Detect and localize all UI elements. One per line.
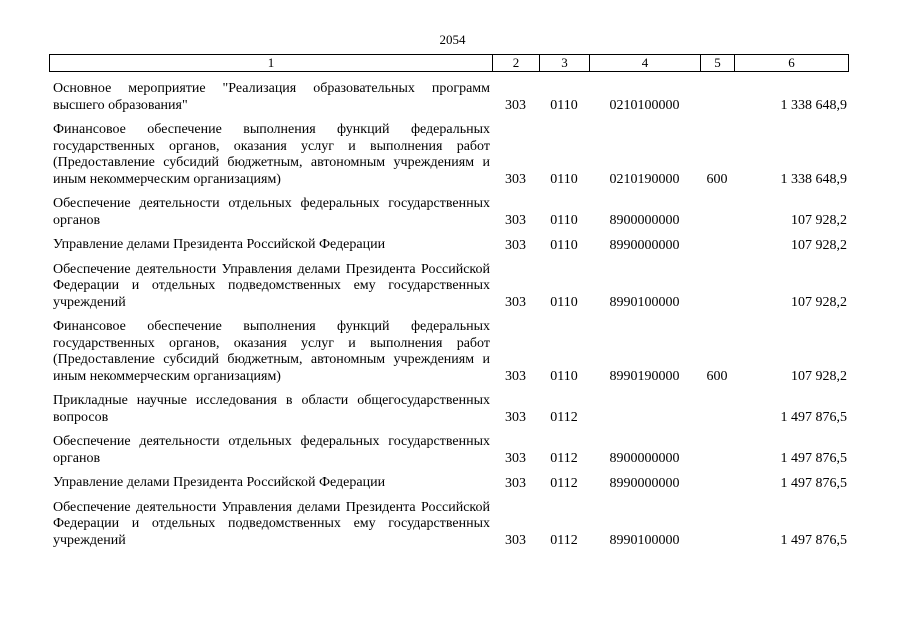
row-description: Обеспечение деятельности отдельных федеральных государственных органов bbox=[53, 434, 490, 466]
table-row bbox=[49, 81, 848, 114]
table-row bbox=[49, 319, 848, 385]
row-col-4: 0210100000 bbox=[609, 98, 680, 113]
row-amount: 1 338 648,9 bbox=[780, 172, 847, 187]
row-description: Обеспечение деятельности Управления делами Президента Российской Федерации и отдельных подведомственных ему государственных учреждений bbox=[53, 499, 490, 548]
header-col-5: 5 bbox=[701, 55, 735, 72]
row-col-2: 303 bbox=[505, 451, 526, 466]
row-col-2: 303 bbox=[505, 533, 526, 548]
row-amount: 107 928,2 bbox=[791, 369, 847, 384]
table-row bbox=[49, 500, 848, 550]
header-col-2: 2 bbox=[493, 55, 540, 72]
row-amount: 1 497 876,5 bbox=[780, 410, 847, 425]
row-description: Финансовое обеспечение выполнения функций федеральных государственных органов, оказания услуг и выполнения работ (Предоставление субсидий бюджетным, автономным учреждениям и иным некоммерческим организациям) bbox=[53, 122, 490, 187]
row-col-4: 8990100000 bbox=[609, 533, 680, 548]
row-description: Управление делами Президента Российской Федерации bbox=[53, 475, 386, 490]
row-col-4: 8900000000 bbox=[609, 213, 680, 228]
row-col-4: 8990000000 bbox=[609, 237, 680, 253]
row-col-4: 0210190000 bbox=[609, 172, 680, 187]
row-description: Обеспечение деятельности отдельных федеральных государственных органов bbox=[53, 196, 490, 228]
page-number: 2054 bbox=[439, 32, 466, 47]
row-col-2: 303 bbox=[505, 410, 526, 425]
table-row bbox=[49, 237, 848, 254]
header-col-1: 1 bbox=[50, 55, 493, 72]
row-col-2: 303 bbox=[505, 295, 526, 310]
row-amount: 1 497 876,5 bbox=[780, 451, 847, 466]
row-col-3: 0110 bbox=[550, 369, 578, 384]
row-col-2: 303 bbox=[505, 213, 526, 228]
row-description: Обеспечение деятельности Управления делами Президента Российской Федерации и отдельных подведомственных ему государственных учреждений bbox=[53, 261, 490, 310]
row-col-4: 8990000000 bbox=[609, 475, 680, 491]
row-col-2: 303 bbox=[505, 369, 526, 384]
row-amount: 107 928,2 bbox=[791, 295, 847, 310]
row-amount: 107 928,2 bbox=[791, 237, 847, 253]
row-col-3: 0110 bbox=[550, 237, 578, 253]
row-amount: 1 497 876,5 bbox=[780, 533, 847, 548]
row-amount: 1 338 648,9 bbox=[780, 98, 847, 113]
header-col-4: 4 bbox=[590, 55, 701, 72]
row-description: Финансовое обеспечение выполнения функций федеральных государственных органов, оказания услуг и выполнения работ (Предоставление субсидий бюджетным, автономным учреждениям и иным некоммерческим организациям) bbox=[53, 319, 490, 384]
row-col-3: 0110 bbox=[550, 172, 578, 187]
table-row bbox=[49, 434, 848, 467]
row-col-4: 8900000000 bbox=[609, 451, 680, 466]
row-amount: 107 928,2 bbox=[791, 213, 847, 228]
row-col-5: 600 bbox=[706, 172, 728, 187]
row-col-4: 8990190000 bbox=[609, 369, 680, 384]
table-header bbox=[49, 54, 849, 72]
row-col-2: 303 bbox=[505, 475, 526, 491]
row-amount: 1 497 876,5 bbox=[780, 475, 847, 491]
row-col-3: 0112 bbox=[550, 410, 578, 425]
row-description: Основное мероприятие "Реализация образовательных программ высшего образования" bbox=[53, 81, 490, 113]
table-row bbox=[49, 122, 848, 188]
table-row bbox=[49, 262, 848, 312]
table-row bbox=[49, 475, 848, 492]
row-col-2: 303 bbox=[505, 237, 526, 253]
row-description: Прикладные научные исследования в области общегосударственных вопросов bbox=[53, 393, 490, 425]
table-body bbox=[49, 81, 848, 557]
table-row bbox=[49, 196, 848, 229]
row-col-3: 0112 bbox=[550, 451, 578, 466]
row-col-5: 600 bbox=[706, 369, 728, 384]
row-col-3: 0110 bbox=[550, 295, 578, 310]
row-col-2: 303 bbox=[505, 98, 526, 113]
header-col-6: 6 bbox=[735, 55, 849, 72]
table-row bbox=[49, 393, 848, 426]
header-col-3: 3 bbox=[540, 55, 590, 72]
row-col-3: 0110 bbox=[550, 213, 578, 228]
row-description: Управление делами Президента Российской Федерации bbox=[53, 237, 386, 252]
row-col-3: 0112 bbox=[550, 533, 578, 548]
row-col-3: 0112 bbox=[550, 475, 578, 491]
row-col-4: 8990100000 bbox=[609, 295, 680, 310]
row-col-2: 303 bbox=[505, 172, 526, 187]
row-col-3: 0110 bbox=[550, 98, 578, 113]
